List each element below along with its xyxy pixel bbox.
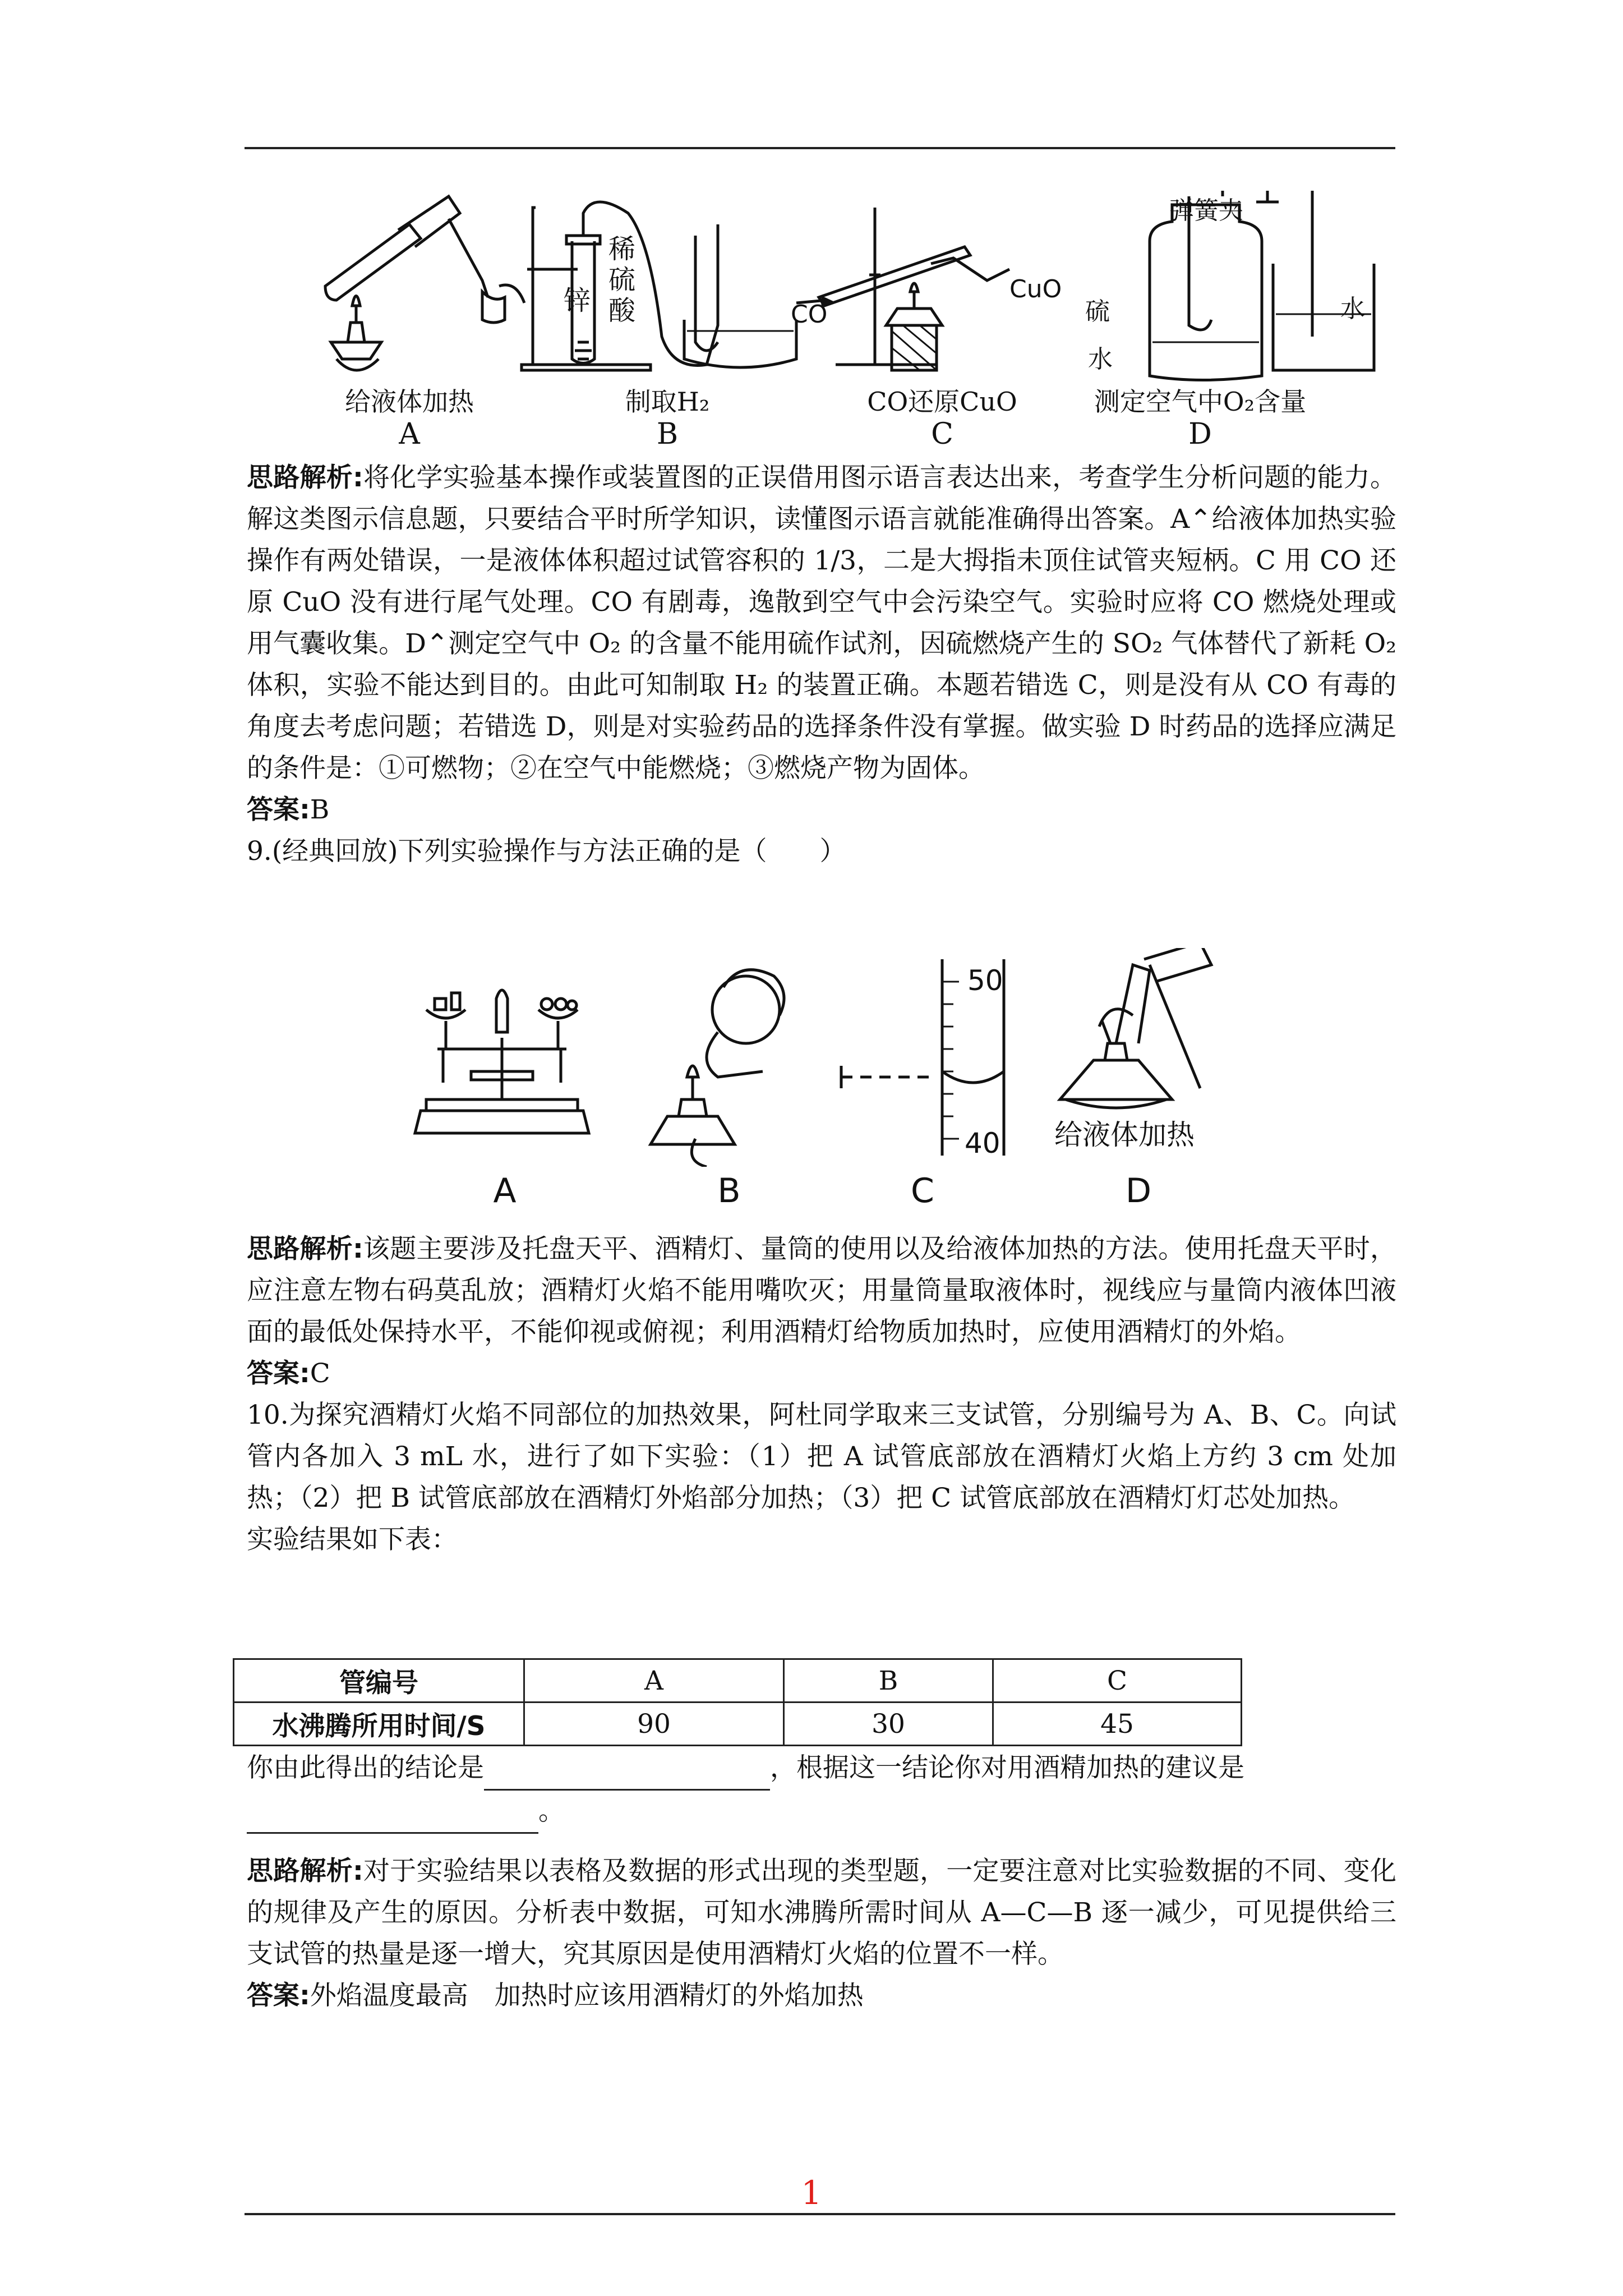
q10-answer-label: 答案: xyxy=(247,1980,310,2011)
q9-answer xyxy=(247,1353,1396,1395)
q9-fig-letter-d: D xyxy=(1125,1171,1152,1211)
fig-b-label-acid-3: 酸 xyxy=(608,295,636,326)
fig8-caption-b: 制取H₂ xyxy=(625,386,710,417)
fig-b-label-acid-1: 稀 xyxy=(608,233,636,265)
fig-d-label-clamp: 弹簧夹 xyxy=(1169,196,1243,225)
q9-fig-letter-b: B xyxy=(717,1171,741,1211)
table-row xyxy=(234,1703,1242,1746)
table-cell: 45 xyxy=(993,1703,1242,1746)
q9-q10-block xyxy=(247,1228,1396,1561)
q9-fig-d-heating xyxy=(1060,948,1211,1108)
fig8-letter-c: C xyxy=(931,417,953,451)
table-header-cell: A xyxy=(524,1659,784,1703)
fig-c-label-co: CO xyxy=(791,300,828,329)
fig-b-label-acid-2: 硫 xyxy=(608,264,636,296)
q10-results-table xyxy=(233,1658,1242,1746)
q10-analysis-text: 对于实验结果以表格及数据的形式出现的类型题，一定要注意对比实验数据的不同、变化的规律及产生的原因。分析表中数据，可知水沸腾所需时间从 A—C—B 逐一减少，可见提供给三支试管的热量是逐一增大，究其原因是使用酒精灯火焰的位置不一样。 xyxy=(247,1856,1397,1970)
q10-analysis xyxy=(247,1851,1396,1975)
q10-analysis-label: 思路解析: xyxy=(247,1856,363,1887)
q10-table-intro: 实验结果如下表： xyxy=(247,1524,458,1555)
fig8-letter-d: D xyxy=(1188,417,1212,451)
q9-fig-letter-c: C xyxy=(911,1171,934,1211)
table-header-cell: B xyxy=(784,1659,993,1703)
q10-blanks xyxy=(247,1747,1396,1834)
q8-analysis-block xyxy=(247,457,1396,872)
answer-blank-1[interactable] xyxy=(484,1747,770,1791)
q10-blank-part2: ，根据这一结论你对用酒精加热的建议是 xyxy=(770,1752,1244,1783)
table-cell: 30 xyxy=(784,1703,993,1746)
fig-d-label-water-left: 水 xyxy=(1088,345,1113,374)
fig-c-label-cuo: CuO xyxy=(1009,275,1062,303)
fig-a-heating-liquid xyxy=(325,196,524,370)
q8-analysis-label: 思路解析: xyxy=(247,462,363,493)
table-row xyxy=(234,1659,1242,1703)
footer-rule xyxy=(245,2213,1395,2215)
fig-d-label-water-right: 水 xyxy=(1340,295,1365,323)
q9-fig-d-caption: 给液体加热 xyxy=(1054,1119,1195,1151)
fig-c-co-reduces-cuo xyxy=(796,208,1009,370)
q10-answer-value: 外焰温度最高 加热时应该用酒精灯的外焰加热 xyxy=(310,1980,864,2011)
fig8-caption-c: CO还原CuO xyxy=(867,386,1017,417)
q9-analysis-text: 该题主要涉及托盘天平、酒精灯、量筒的使用以及给液体加热的方法。使用托盘天平时，应注意左物右码莫乱放；酒精灯火焰不能用嘴吹灭；用量筒量取液体时，视线应与量筒内液体凹液面的最低处保持水平，不能仰视或俯视；利用酒精灯给物质加热时，应使用酒精灯的外焰。 xyxy=(247,1234,1397,1347)
fig-b-making-h2 xyxy=(522,202,796,370)
q10-stem: 10.为探究酒精灯火焰不同部位的加热效果，阿杜同学取来三支试管，分别编号为 A、B、C。向试管内各加入 3 mL 水，进行了如下实验：（1）把 A 试管底部放在酒精灯火焰上方约 3 cm 处加热；（2）把 B 试管底部放在酒精灯外焰部分加热；（3）把 C 试管底部放在酒精灯灯芯处加热。 xyxy=(247,1400,1396,1513)
fig-d-label-sulfur: 硫 xyxy=(1085,297,1110,326)
q9-fig-letter-a: A xyxy=(493,1171,517,1211)
q9-fig-a-balance xyxy=(415,990,589,1133)
q9-fig-b-blowing-lamp xyxy=(651,970,784,1167)
q9-answer-label: 答案: xyxy=(247,1358,310,1389)
table-row-label: 水沸腾所用时间/S xyxy=(234,1703,524,1746)
table-header-cell: 管编号 xyxy=(234,1659,524,1703)
page-number: 1 xyxy=(801,2174,822,2212)
q9-fig-c-scale-top: 50 xyxy=(967,964,1003,997)
q8-answer-value: B xyxy=(310,794,330,825)
table-cell: 90 xyxy=(524,1703,784,1746)
q8-answer xyxy=(247,789,1396,831)
fig8-letter-a: A xyxy=(399,417,420,451)
q8-analysis xyxy=(247,457,1396,789)
q10-answer xyxy=(247,1975,1396,2017)
q8-analysis-text: 将化学实验基本操作或装置图的正误借用图示语言表达出来，考查学生分析问题的能力。解这类图示信息题，只要结合平时所学知识，读懂图示语言就能准确得出答案。A⌃给液体加热实验操作有两处错误，一是液体体积超过试管容积的 1/3，二是大拇指未顶住试管夹短柄。C 用 CO 还原 CuO 没有进行尾气处理。CO 有剧毒，逸散到空气中会污染空气。实验时应将 CO 燃烧处理或用气囊收集。D⌃测定空气中 O₂ 的含量不能用硫作试剂，因硫燃烧产生的 SO₂ 气体替代了新耗 O₂ 体积，实验不能达到目的。由此可知制取 H₂ 的装置正确。本题若错选 C，则是没有从 CO 有毒的角度去考虑问题；若错选 D，则是对实验药品的选择条件没有掌握。做实验 D 时药品的选择应满足的条件是：①可燃物；②在空气中能燃烧；③燃烧产物为固体。 xyxy=(247,462,1397,784)
q10-blank-part3: 。 xyxy=(538,1796,565,1826)
answer-blank-2[interactable] xyxy=(247,1791,538,1834)
q8-answer-label: 答案: xyxy=(247,794,310,825)
q9-fig-c-scale-bottom: 40 xyxy=(965,1127,1000,1159)
q10-blank-part1: 你由此得出的结论是 xyxy=(247,1752,484,1783)
fig8-caption-d: 测定空气中O₂含量 xyxy=(1094,386,1307,417)
q9-stem: 9.(经典回放)下列实验操作与方法正确的是（ ） xyxy=(247,836,846,867)
fig-b-label-zinc: 锌 xyxy=(564,285,591,316)
header-rule xyxy=(245,147,1395,149)
fig8-caption-a: 给液体加热 xyxy=(345,386,474,417)
q9-analysis xyxy=(247,1228,1396,1353)
q10-rest-block xyxy=(247,1747,1396,2017)
table-header-cell: C xyxy=(993,1659,1242,1703)
q9-answer-value: C xyxy=(310,1358,330,1389)
fig8-letter-b: B xyxy=(656,417,679,451)
q9-analysis-label: 思路解析: xyxy=(247,1234,363,1264)
q9-figure xyxy=(404,948,1256,1167)
